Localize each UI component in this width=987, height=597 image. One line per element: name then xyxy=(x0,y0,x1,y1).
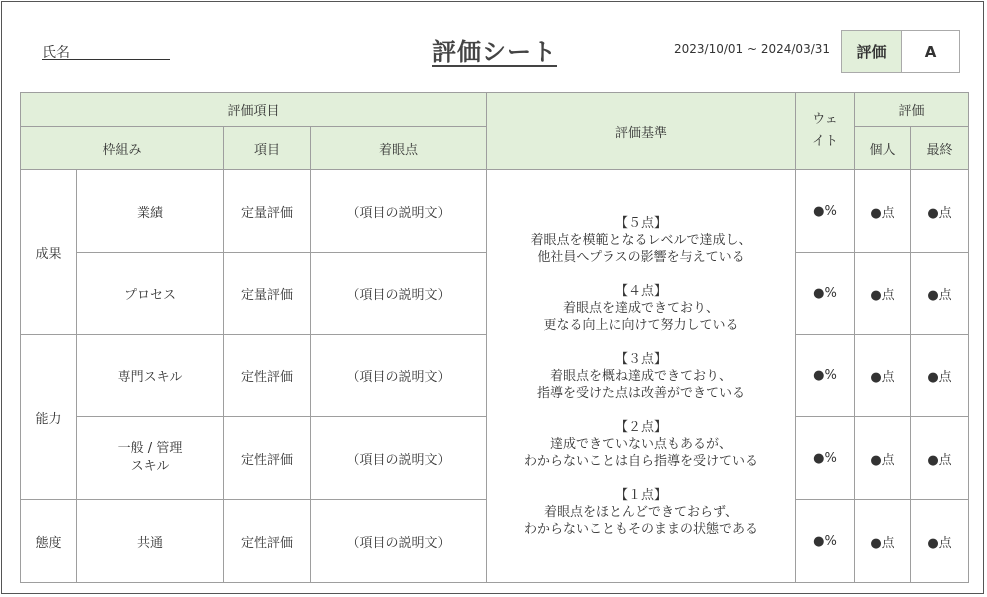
header-final: 最終 xyxy=(911,127,969,170)
header-evaluation: 評価 xyxy=(855,93,969,127)
name-input-line[interactable] xyxy=(42,59,170,60)
header-weight: ウェ イト xyxy=(796,93,855,170)
table-row xyxy=(21,170,969,253)
criteria-1: 【１点】 着眼点をほとんどできておらず、 わからないこともそのままの状態である xyxy=(524,487,759,537)
criteria-3: 【３点】 着眼点を概ね達成できており、 指導を受けた点は改善ができている xyxy=(537,351,746,401)
sub-framework: 業績 xyxy=(77,170,224,253)
item-cell: 定量評価 xyxy=(224,170,311,253)
focus-cell: （項目の説明文） xyxy=(311,500,487,583)
weight-cell[interactable]: ●% xyxy=(796,253,855,335)
sub-framework: 一般 / 管理 スキル xyxy=(77,417,224,500)
weight-cell[interactable]: ●% xyxy=(796,417,855,500)
personal-score-cell[interactable]: ●点 xyxy=(855,253,911,335)
sub-framework: 共通 xyxy=(77,500,224,583)
sub-framework: プロセス xyxy=(77,253,224,335)
group-label: 能力 xyxy=(21,335,77,500)
overall-grade-box xyxy=(841,30,960,73)
weight-cell[interactable]: ●% xyxy=(796,335,855,417)
weight-cell[interactable]: ●% xyxy=(796,170,855,253)
criteria-4: 【４点】 着眼点を達成できており、 更なる向上に向けて努力している xyxy=(543,283,739,333)
header-framework: 枠組み xyxy=(21,127,224,170)
item-cell: 定性評価 xyxy=(224,335,311,417)
criteria-cell xyxy=(487,170,796,583)
final-score-cell[interactable]: ●点 xyxy=(911,335,969,417)
focus-cell: （項目の説明文） xyxy=(311,253,487,335)
header-criteria: 評価基準 xyxy=(487,93,796,170)
focus-cell: （項目の説明文） xyxy=(311,417,487,500)
grade-value[interactable]: A xyxy=(924,42,937,61)
group-label: 成果 xyxy=(21,170,77,335)
personal-score-cell[interactable]: ●点 xyxy=(855,170,911,253)
evaluation-period: 2023/10/01 ~ 2024/03/31 xyxy=(674,42,831,56)
page-title: 評価シート xyxy=(432,38,557,66)
name-label: 氏名 xyxy=(42,45,70,61)
header-item: 項目 xyxy=(224,127,311,170)
personal-score-cell[interactable]: ●点 xyxy=(855,335,911,417)
group-label: 態度 xyxy=(21,500,77,583)
sub-framework: 専門スキル xyxy=(77,335,224,417)
grade-label: 評価 xyxy=(842,31,902,72)
focus-cell: （項目の説明文） xyxy=(311,170,487,253)
item-cell: 定量評価 xyxy=(224,253,311,335)
item-cell: 定性評価 xyxy=(224,500,311,583)
personal-score-cell[interactable]: ●点 xyxy=(855,417,911,500)
final-score-cell[interactable]: ●点 xyxy=(911,500,969,583)
final-score-cell[interactable]: ●点 xyxy=(911,253,969,335)
focus-cell: （項目の説明文） xyxy=(311,335,487,417)
final-score-cell[interactable]: ●点 xyxy=(911,417,969,500)
header-evaluation-items: 評価項目 xyxy=(21,93,487,127)
criteria-5: 【５点】 着眼点を模範となるレベルで達成し、 他社員へプラスの影響を与えている xyxy=(530,215,752,265)
evaluation-table xyxy=(20,92,969,583)
weight-cell[interactable]: ●% xyxy=(796,500,855,583)
header-personal: 個人 xyxy=(855,127,911,170)
header-focus: 着眼点 xyxy=(311,127,487,170)
item-cell: 定性評価 xyxy=(224,417,311,500)
criteria-2: 【２点】 達成できていない点もあるが、 わからないことは自ら指導を受けている xyxy=(524,419,759,469)
final-score-cell[interactable]: ●点 xyxy=(911,170,969,253)
personal-score-cell[interactable]: ●点 xyxy=(855,500,911,583)
